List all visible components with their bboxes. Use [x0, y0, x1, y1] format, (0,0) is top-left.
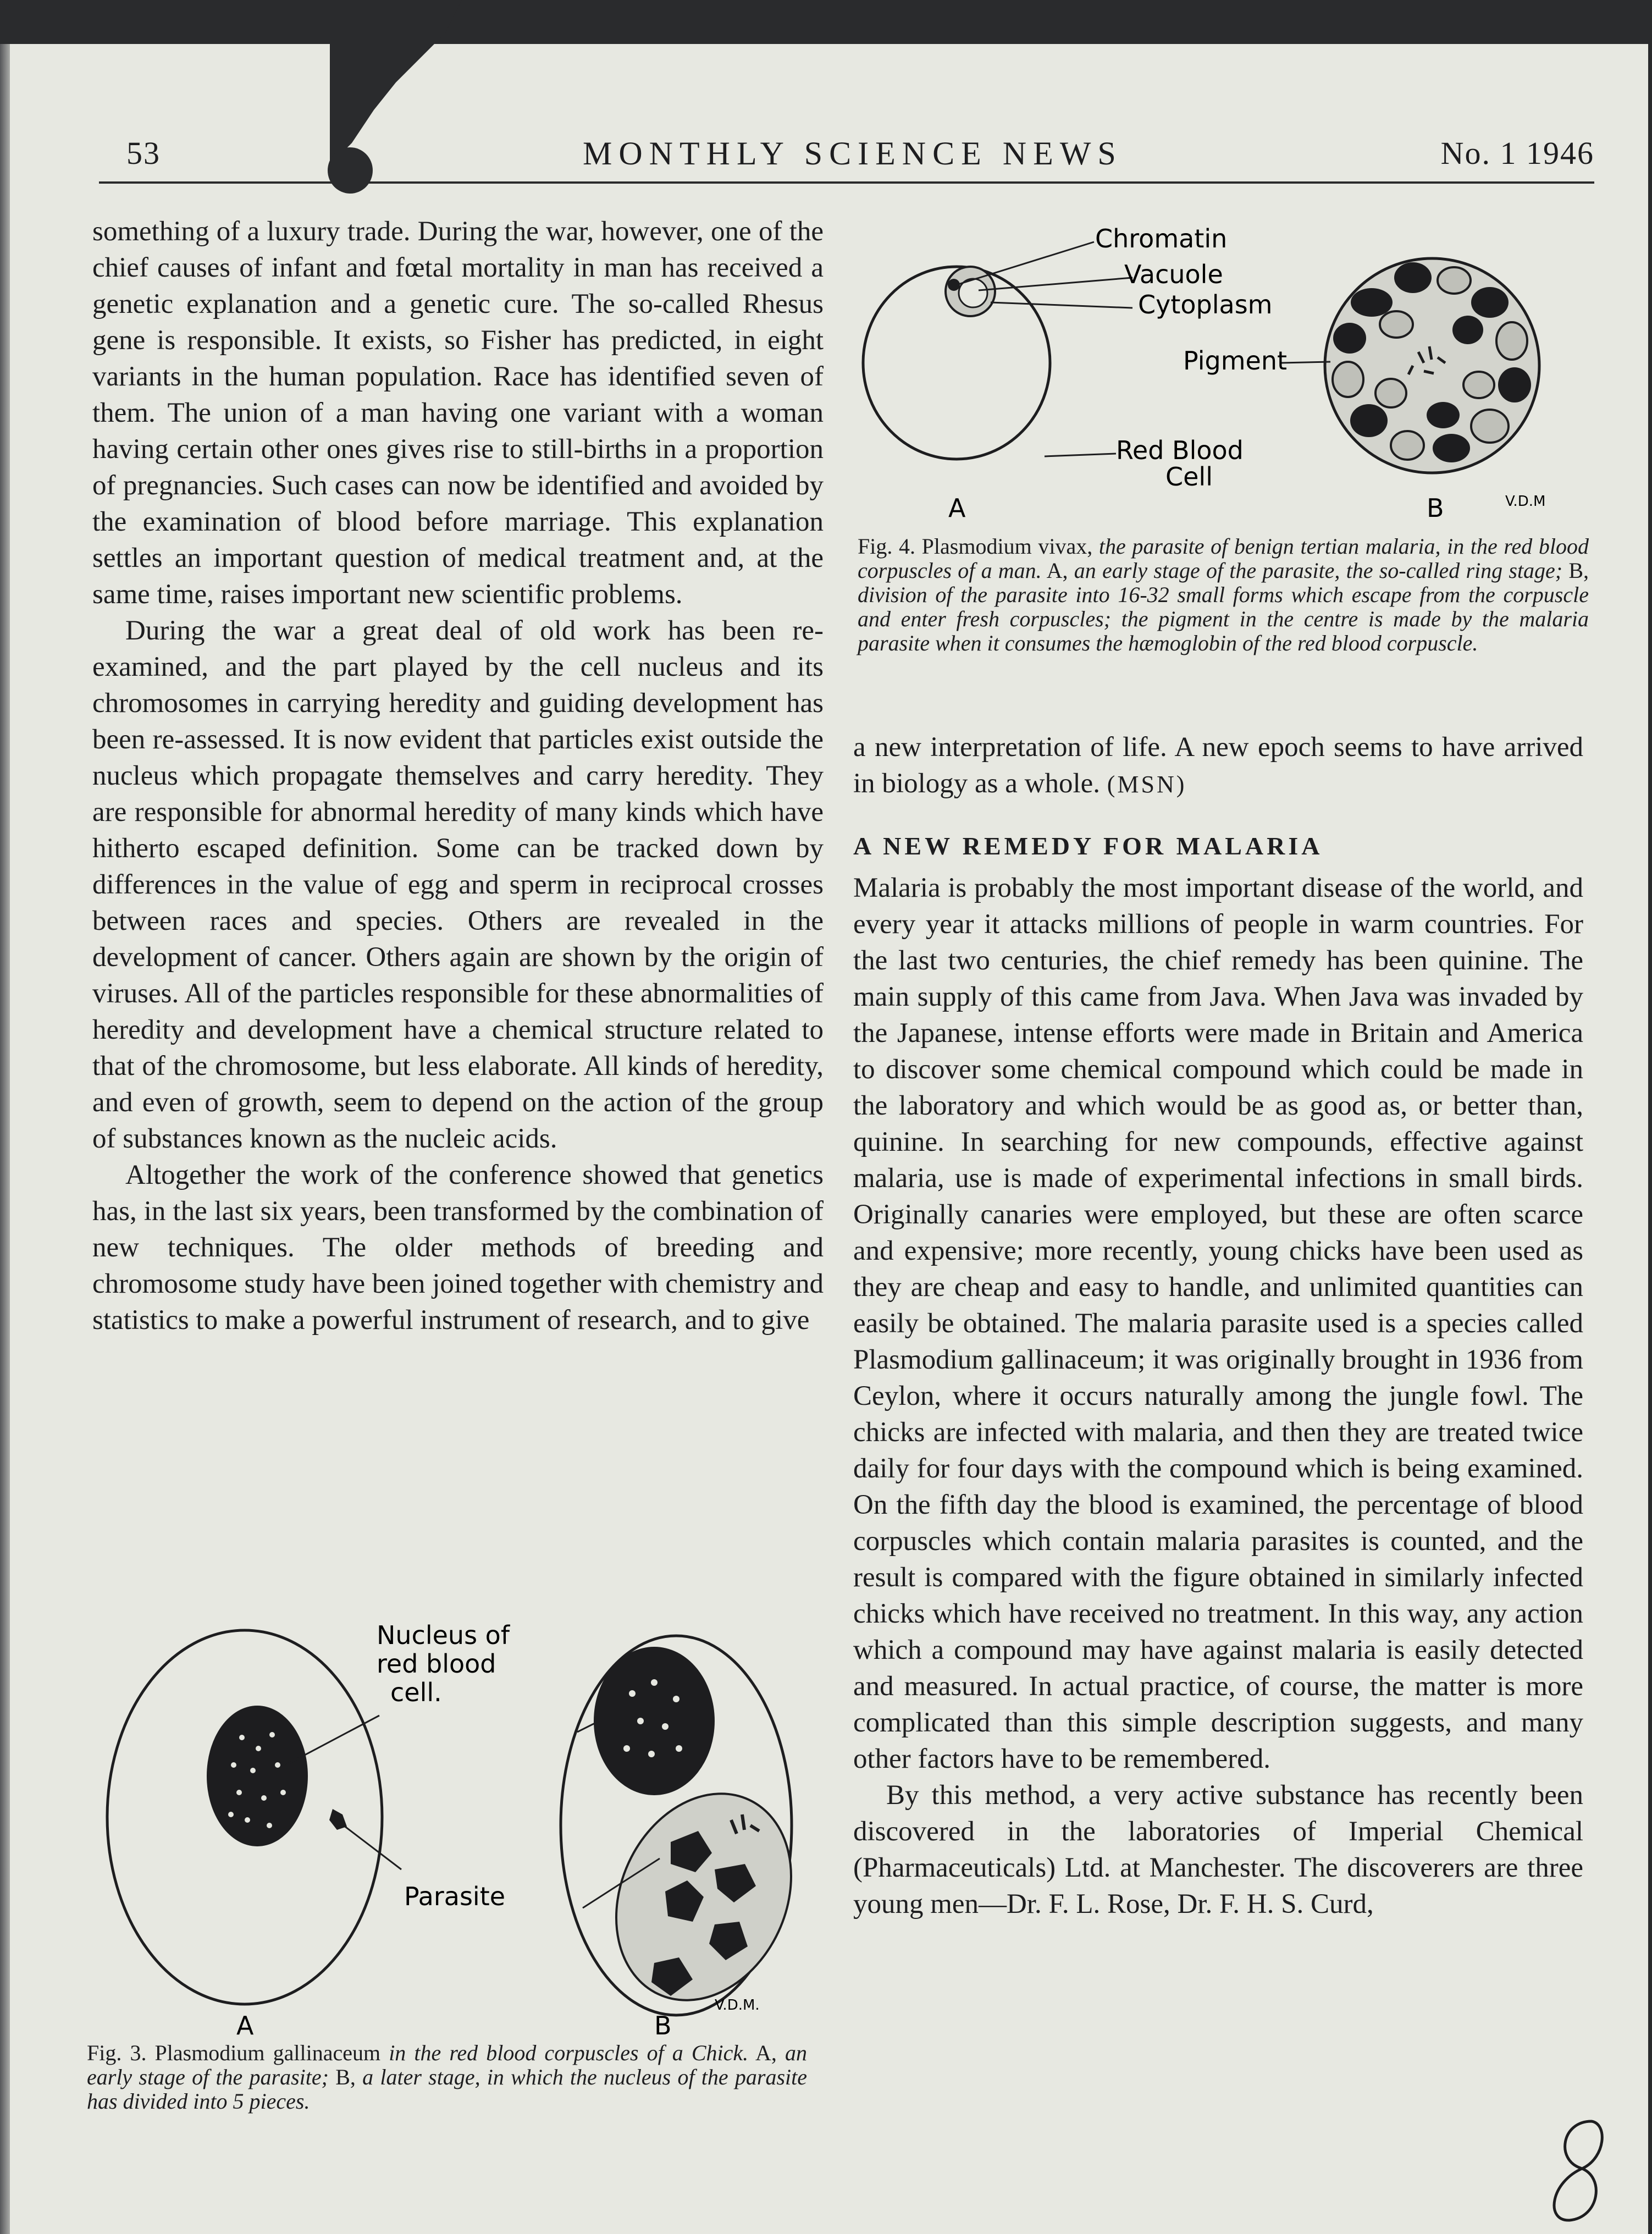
label-red-blood: Red Blood — [1116, 435, 1244, 465]
label-nucleus-3: cell. — [390, 1678, 442, 1707]
paragraph: a new interpretation of life. A new epoch seems to have arrived in biology as a whole. — [853, 732, 1583, 799]
section-heading: A NEW REMEDY FOR MALARIA — [853, 832, 1323, 860]
label-pigment: Pigment — [1183, 346, 1288, 376]
label-chromatin: Chromatin — [1095, 224, 1228, 253]
label-cell: Cell — [1165, 462, 1213, 492]
paragraph: Altogether the work of the conference showed that genetics has, in the last six years, been transformed by the combination of new techniques. The older methods of breeding and chromosome study have been joined together with chemistry and statistics to make a powerful instrument of research, and to give — [92, 1160, 824, 1336]
label-b: B — [1427, 493, 1444, 523]
source-tag: (MSN) — [1107, 771, 1187, 798]
caption-a: an early stage of the parasite; — [87, 2040, 808, 2089]
paragraph: Malaria is probably the most important disease of the world, and every year it attacks millions of people in warm countries. For the last two centuries, the chief remedy has been quinine. The main supply of this came from Java. When Java was invaded by the Japanese, intense efforts were made in Britain and America to discover some chemical compound which could be made in the laboratory and which would be as good as, or better than, quinine. In searching for new compounds, effective against malaria, use is made of experimental infections in small birds. Originally canaries were employed, but these are often scarce and expensive; more recently, young chicks have been used as they are cheap and easy to handle, and unlimited quantities can easily be obtained. The malaria parasite used is a species called Plasmodium gallinaceum; it was originally brought in 1936 from Ceylon, where it occurs naturally among the jungle fowl. The chicks are infected with malaria, and then they are treated twice daily for four days with the compound which is being examined. On the fifth day the blood is examined, the percentage of blood corpuscles which contain malaria parasites is counted, and the result is compared with the figure obtained in similarly infected chicks which have received no treatment. In this way, any action which a compound may have against malaria is easily detected and measured. In actual practice, of course, the matter is more complicated than this simple description suggests, and many other factors have to be remembered. — [853, 873, 1583, 1774]
right-column — [853, 729, 1583, 1922]
caption-a-prefix: A, — [755, 2040, 777, 2065]
caption-lead: Fig. 3. Plasmodium gallinaceum — [87, 2040, 381, 2065]
paragraph: During the war a great deal of old work has been re-examined, and the part played by the cell nucleus and its chromosomes in carrying heredity and guiding development has been re-assessed. It is now evident that particles exist outside the nucleus which propagate themselves and carry heredity. They are responsible for abnormal heredity of many kinds which have hitherto escaped definition. Some can be tracked down by differences in the value of egg and sperm in reciprocal crosses between races and species. Others are revealed in the development of cancer. Others again are shown by the origin of viruses. All of the particles responsible for these abnormalities of heredity and development have a chemical structure related to that of the chromosome, but less elaborate. All kinds of heredity, and even of growth, seem to depend on the action of the group of substances known as the nucleic acids. — [92, 615, 824, 1154]
figure-3-caption — [87, 2041, 807, 2114]
punch-hole — [328, 147, 373, 194]
figure-4-caption — [858, 534, 1589, 655]
label-cytoplasm: Cytoplasm — [1138, 290, 1273, 319]
left-column — [92, 213, 824, 1338]
label-a: A — [948, 493, 966, 523]
paragraph: By this method, a very active substance has recently been discovered in the laboratories of Imperial Chemical (Pharmaceuticals) Ltd. at Manchester. The discoverers are three young men—Dr. F. L. Rose, Dr. F. H. S. Curd, — [853, 1780, 1583, 1919]
page-number: 53 — [126, 135, 161, 171]
handwritten-mark — [1539, 2116, 1611, 2226]
caption-b-prefix: B, — [1568, 558, 1589, 583]
illustrator-signature: V.D.M — [1505, 493, 1546, 510]
label-vacuole: Vacuole — [1124, 260, 1223, 289]
caption-a: an early stage of the parasite, the so-called ring stage; — [1074, 558, 1563, 583]
caption-text: in the red blood corpuscles of a Chick. — [389, 2040, 749, 2065]
label-nucleus-2: red blood — [377, 1649, 496, 1679]
label-parasite: Parasite — [404, 1882, 506, 1911]
illustrator-signature: V.D.M. — [715, 1997, 760, 2014]
caption-b: division of the parasite into 16-32 small forms which escape from the corpuscle and enter fresh corpuscles; the pigment in the centre is made by the malaria parasite when it consumes the hæmoglobin of the red blood corpuscle. — [858, 582, 1589, 655]
caption-b-prefix: B, — [335, 2065, 356, 2089]
figure-4 — [847, 220, 1589, 528]
figure-4-drawing — [847, 220, 1589, 528]
label-b: B — [654, 2011, 672, 2040]
label-a: A — [236, 2011, 254, 2040]
figure-3-drawing — [104, 1584, 814, 2056]
issue-label: No. 1 1946 — [1440, 135, 1594, 171]
caption-b: a later stage, in which the nucleus of the parasite has divided into 5 pieces. — [87, 2065, 807, 2114]
caption-a-prefix: A, — [1046, 558, 1068, 583]
publication-title: MONTHLY SCIENCE NEWS — [583, 135, 1123, 172]
caption-lead: Fig. 4. Plasmodium vivax, — [858, 534, 1093, 559]
figure-3 — [104, 1584, 814, 2056]
label-nucleus-1: Nucleus of — [377, 1620, 510, 1650]
caption-text: the parasite of benign tertian malaria, in the red blood corpuscles of a man. — [858, 534, 1589, 583]
running-header — [99, 135, 1594, 179]
paragraph: something of a luxury trade. During the war, however, one of the chief causes of infant and fœtal mortality in man has received a genetic explanation and a genetic cure. The so-called Rhesus gene is responsible. It exists, so Fisher has predicted, in eight variants in the human population. Race has identified seven of them. The union of a man having one variant with a woman having certain other ones gives rise to still-births in a proportion of pregnancies. Such cases can now be identified and avoided by the examination of blood before marriage. This explanation settles an important question of medical treatment and, at the same time, raises important new scientific problems. — [92, 216, 824, 610]
header-rule — [99, 181, 1594, 184]
